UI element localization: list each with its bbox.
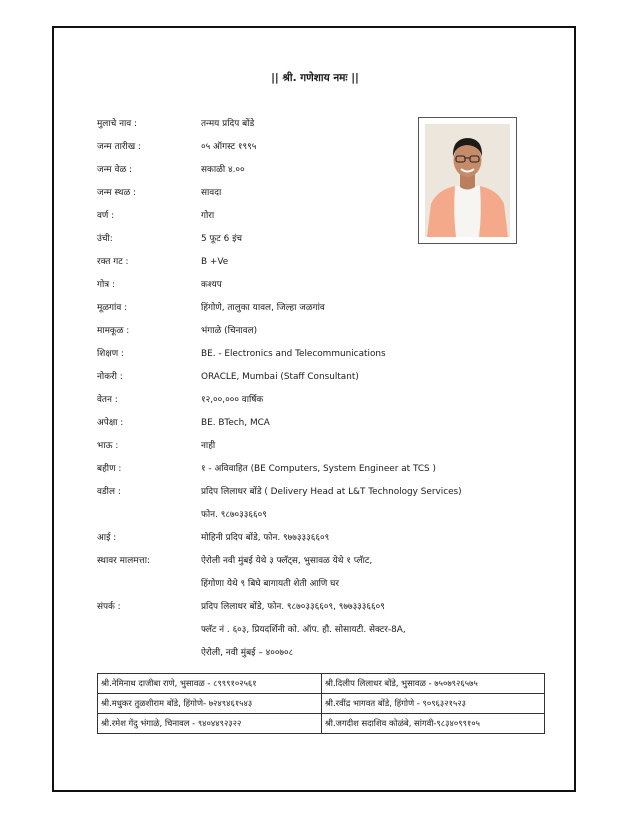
detail-value: तन्मय प्रदिप बोंडे [201,119,255,129]
detail-label: मुलाचे नाव : [97,119,138,129]
detail-value: ऐरोली, नवी मुंबई – ४००७०८ [201,648,294,658]
detail-label: जन्म वेळ : [97,165,133,175]
detail-value: सकाळी ४.०० [201,165,245,175]
detail-value: गोरा [201,211,215,221]
detail-row-address-line1 [97,623,517,643]
detail-label: संपर्क : [97,602,121,612]
detail-value: B +Ve [201,257,229,267]
portrait-image [425,124,510,237]
detail-row-property [97,554,517,574]
detail-row-father [97,485,517,505]
detail-label: मामकूळ : [97,326,130,336]
detail-row-maternal-family [97,324,517,344]
detail-label: नोकरी : [97,372,123,382]
detail-row-salary [97,393,517,413]
references-table [97,673,545,734]
detail-label: जन्म स्थळ : [97,188,137,198]
detail-value: सावदा [201,188,222,198]
detail-value: BE. - Electronics and Telecommunications [201,349,386,359]
detail-label: अपेक्षा : [97,418,124,428]
detail-value: मोहिनी प्रदिप बोंडे, फोन. ९७७३३३६६०९ [201,533,330,543]
detail-row-contact [97,600,517,620]
detail-label: भाऊ : [97,441,119,451]
reference-cell: श्री.रवींद्र भागवत बोंडे, हिंगोणे - ९०९६३२१५२३ [321,694,544,714]
detail-value: 5 फूट 6 इंच [201,234,243,244]
detail-value: १ - अविवाहित (BE Computers, System Engineer at TCS ) [201,464,436,474]
detail-label: जन्म तारीख : [97,142,141,152]
reference-cell: श्री.जगदीश सदाशिव कोळंबे, सांगवी-९८३४०९९१०५ [321,714,544,734]
table-row [98,714,545,734]
detail-value: प्रदिप लिलाधर बोंडे, फोन. ९८७०३३६६०९, ९७७३३३६६०९ [201,602,385,612]
detail-value: फोन. ९८७०३३६६०९ [201,510,267,520]
detail-value: ऐरोली नवी मुंबई येथे ३ फ्लॅट्स, भुसावळ येथे १ प्लॅाट, [201,556,373,566]
detail-label: वडील : [97,487,121,497]
detail-label: आई : [97,533,117,543]
table-row [98,694,545,714]
detail-label: स्थावर मालमत्ता: [97,556,150,566]
detail-row-job [97,370,517,390]
detail-row-sister [97,462,517,482]
detail-row-brother [97,439,517,459]
detail-row-property-cont [97,577,517,597]
detail-label: वेतन : [97,395,118,405]
detail-label: वर्ण : [97,211,115,221]
detail-value: हिंगोणे, तालुका यावल, जिल्हा जळगांव [201,303,325,313]
detail-value: ०५ ऑगस्ट १९९५ [201,142,257,152]
detail-label: बहीण : [97,464,122,474]
detail-label: गोत्र : [97,280,116,290]
detail-label: रक्त गट : [97,257,129,267]
detail-value: फ्लॅट नं . ६०३, प्रियदर्शिनी को. ऑप. हौ. सोसायटी. सेक्टर-8A, [201,625,406,635]
detail-row-father-phone [97,508,517,528]
profile-photo [418,117,517,244]
detail-row-native-place [97,301,517,321]
detail-row-blood-group [97,255,517,275]
detail-value: कश्यप [201,280,222,290]
reference-cell: श्री.मधुकर तुळशीराम बोंडे, हिंगोणे- ७२४९४६१५४३ [98,694,322,714]
detail-label: शिक्षण : [97,349,124,359]
reference-cell: श्री.रमेश गेंदु भंगाळे, चिनावल - ९४०४४९२३२२ [98,714,322,734]
detail-row-mother [97,531,517,551]
detail-value: ORACLE, Mumbai (Staff Consultant) [201,372,359,382]
detail-row-expectation [97,416,517,436]
detail-value: नाही [201,441,216,451]
detail-value: BE. BTech, MCA [201,418,270,428]
detail-value: भंगाळे (चिनावल) [201,326,258,336]
detail-value: प्रदिप लिलाधर बोंडे ( Delivery Head at L&T Technology Services) [201,487,462,497]
detail-value: हिंगोणा येथे ९ बिघे बागायती शेती आणि घर [201,579,340,589]
detail-label: उंची: [97,234,113,244]
table-row [98,674,545,694]
reference-cell: श्री.दिलीप लिलाधर बोंडे, भुसावळ - ७५०७९२६५७५ [321,674,544,694]
detail-row-education [97,347,517,367]
reference-cell: श्री.नेमिनाथ दाजीबा राणे, भुसावळ - ८९९९१०२५६१ [98,674,322,694]
detail-row-address-line2 [97,646,517,666]
detail-row-gotra [97,278,517,298]
detail-value: १२,००,००० वार्षिक [201,395,264,405]
detail-label: मूळगांव : [97,303,128,313]
invocation-heading: || श्री. गणेशाय नमः || [271,72,359,84]
